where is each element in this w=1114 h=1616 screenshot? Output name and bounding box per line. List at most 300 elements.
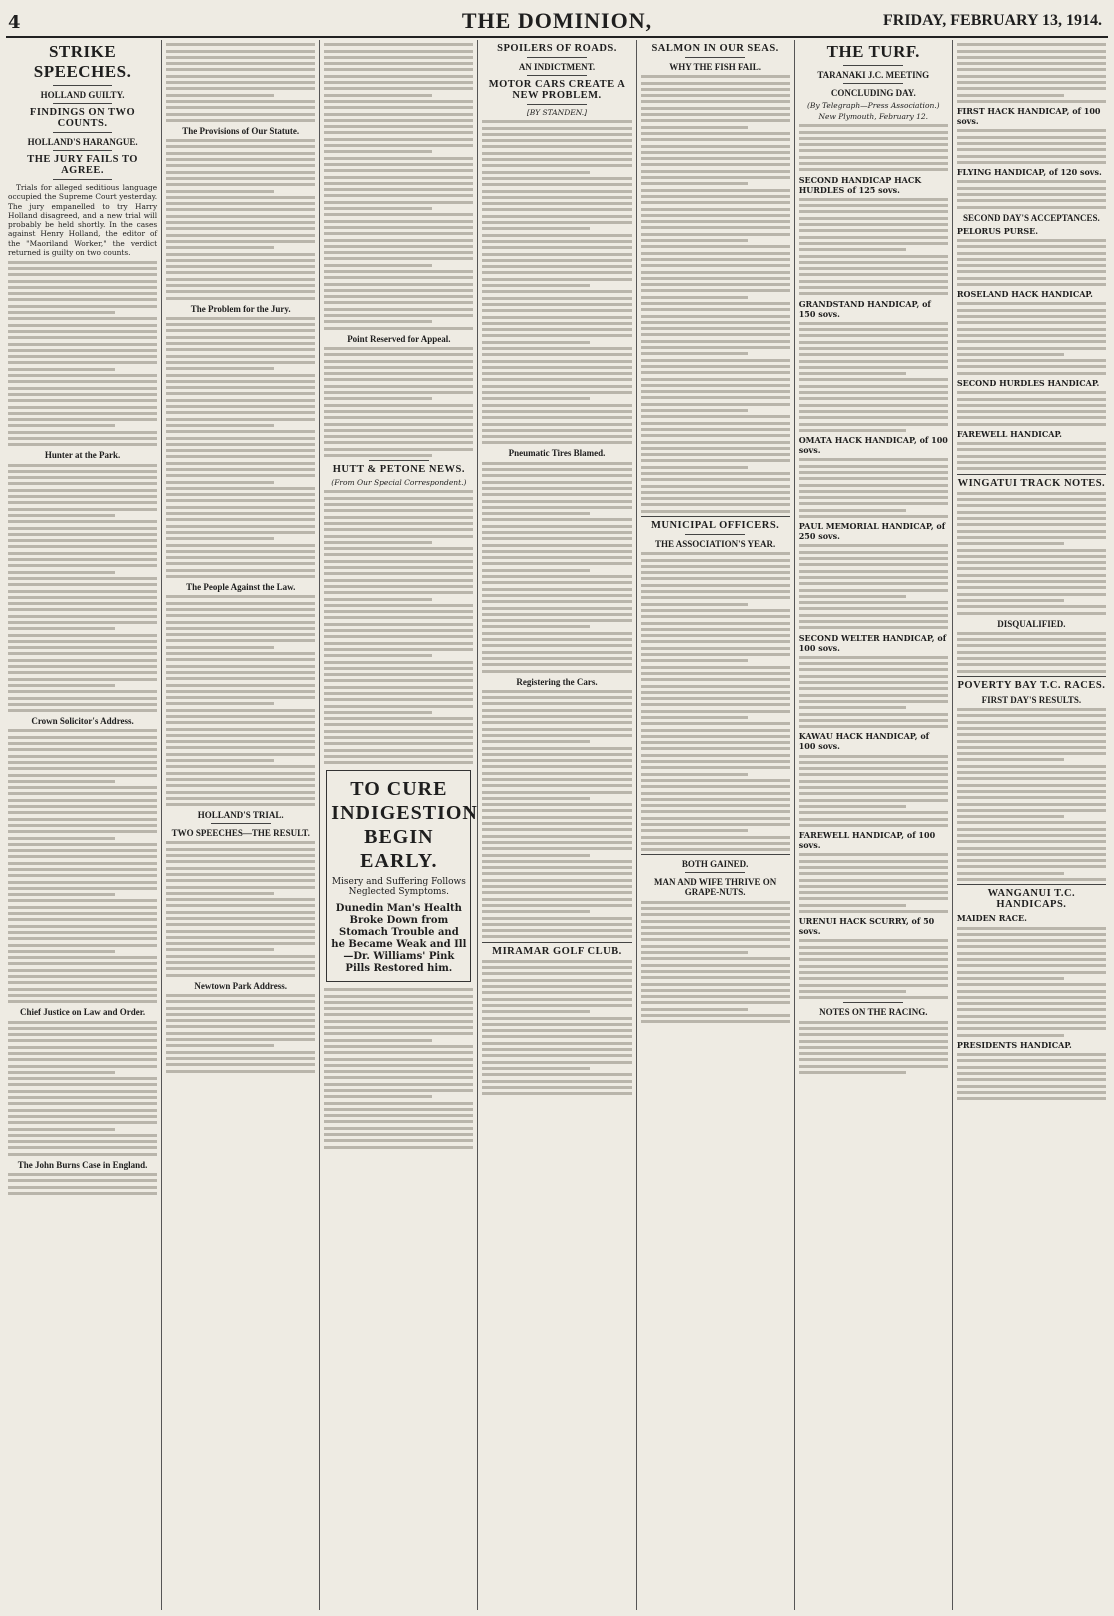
text-line <box>641 907 790 910</box>
text-line <box>166 113 315 116</box>
text-line <box>8 1146 157 1149</box>
subhead-fish-fail: WHY THE FISH FAIL. <box>669 62 762 72</box>
text-line <box>957 549 1106 552</box>
divider <box>641 516 790 517</box>
text-line <box>324 528 473 531</box>
text-line <box>641 365 790 368</box>
text-line <box>957 721 1106 724</box>
text-line <box>482 550 631 553</box>
race-results <box>957 708 1106 881</box>
text-line <box>8 1033 157 1036</box>
text-line <box>166 367 273 370</box>
text-line <box>482 435 631 438</box>
text-line <box>957 180 1106 183</box>
text-line <box>8 571 115 574</box>
text-line <box>166 348 315 351</box>
divider <box>957 884 1106 885</box>
text-line <box>8 918 157 921</box>
text-line <box>799 601 948 604</box>
text-line <box>799 620 948 623</box>
text-line <box>166 1013 315 1016</box>
text-line <box>8 988 157 991</box>
text-line <box>482 531 631 534</box>
text-line <box>482 1035 631 1038</box>
article-text <box>166 43 315 122</box>
text-line <box>641 132 790 135</box>
text-line <box>957 328 1106 331</box>
text-line <box>166 68 315 71</box>
text-line <box>482 935 631 938</box>
article-text <box>8 464 157 713</box>
text-line <box>8 464 157 467</box>
text-line <box>166 323 315 326</box>
text-line <box>166 562 315 565</box>
text-line <box>324 755 473 758</box>
text-line <box>482 816 631 819</box>
text-line <box>641 327 790 330</box>
text-line <box>482 410 631 413</box>
text-line <box>482 985 631 988</box>
text-line <box>482 753 631 756</box>
text-line <box>957 784 1106 787</box>
divider <box>53 132 113 133</box>
text-line <box>957 561 1106 564</box>
headline-spoilers: SPOILERS OF ROADS. <box>497 43 617 54</box>
text-line <box>641 277 790 280</box>
text-line <box>166 690 315 693</box>
text-line <box>799 853 948 856</box>
text-line <box>957 1027 1106 1030</box>
text-line <box>641 308 790 311</box>
text-line <box>482 791 631 794</box>
text-line <box>799 799 948 802</box>
text-line <box>324 81 473 84</box>
text-line <box>8 482 157 485</box>
text-line <box>482 872 631 875</box>
text-line <box>8 1039 157 1042</box>
text-line <box>8 805 157 808</box>
text-line <box>8 1071 115 1074</box>
text-line <box>8 443 157 446</box>
text-line <box>799 131 948 134</box>
subhead-people-law: The People Against the Law. <box>186 582 296 593</box>
text-line <box>799 626 948 629</box>
masthead <box>6 6 1108 38</box>
text-line <box>8 1058 157 1061</box>
text-line <box>799 360 948 363</box>
text-line <box>957 161 1106 164</box>
text-line <box>166 265 315 268</box>
text-line <box>324 522 473 525</box>
text-line <box>8 994 157 997</box>
text-line <box>166 608 315 611</box>
text-line <box>641 441 790 444</box>
race-title: SECOND HURDLES HANDICAP. <box>956 377 1100 388</box>
text-line <box>482 506 631 509</box>
divider <box>527 57 587 58</box>
text-line <box>799 668 948 671</box>
text-line <box>641 722 790 725</box>
text-line <box>799 990 906 993</box>
text-line <box>324 429 473 432</box>
text-line <box>166 627 315 630</box>
text-line <box>957 939 1106 942</box>
race-title: KAWAU HACK HANDICAP, of 100 sovs. <box>798 731 930 752</box>
dateline: New Plymouth, February 12. <box>818 112 929 121</box>
article-text <box>324 43 473 329</box>
text-line <box>957 498 1106 501</box>
text-line <box>8 931 157 934</box>
text-line <box>482 171 589 174</box>
text-line <box>8 1179 157 1182</box>
text-line <box>324 1013 473 1016</box>
text-line <box>482 822 631 825</box>
text-line <box>957 353 1064 356</box>
text-line <box>166 158 315 161</box>
race-results <box>799 853 948 913</box>
text-line <box>166 386 315 389</box>
text-line <box>482 759 631 762</box>
text-line <box>799 755 948 758</box>
text-line <box>957 790 1106 793</box>
text-line <box>166 164 315 167</box>
text-line <box>324 1070 473 1073</box>
text-line <box>482 1004 631 1007</box>
text-line <box>957 1053 1106 1056</box>
text-line <box>641 208 790 211</box>
text-line <box>166 253 315 256</box>
text-line <box>957 461 1106 464</box>
text-line <box>482 929 631 932</box>
text-line <box>957 448 1106 451</box>
text-line <box>8 818 157 821</box>
text-line <box>166 56 315 59</box>
text-line <box>641 126 748 129</box>
text-line <box>324 441 473 444</box>
text-line <box>166 531 315 534</box>
text-line <box>482 328 631 331</box>
text-line <box>324 610 473 613</box>
text-line <box>482 221 631 224</box>
text-line <box>324 661 473 664</box>
text-line <box>641 995 790 998</box>
text-line <box>166 784 315 787</box>
text-line <box>641 622 790 625</box>
text-line <box>482 481 631 484</box>
text-line <box>166 709 315 712</box>
text-line <box>641 359 790 362</box>
advertisement <box>326 770 478 982</box>
text-line <box>641 970 790 973</box>
text-line <box>641 239 748 242</box>
text-line <box>957 1097 1106 1100</box>
text-line <box>324 1039 431 1042</box>
text-line <box>482 847 631 850</box>
text-line <box>8 627 115 630</box>
text-line <box>166 879 315 882</box>
text-line <box>799 958 948 961</box>
text-line <box>166 506 315 509</box>
text-line <box>482 670 631 673</box>
text-line <box>799 725 948 728</box>
text-line <box>8 1153 157 1156</box>
text-line <box>957 142 1106 145</box>
text-line <box>8 305 157 308</box>
text-line <box>641 352 748 355</box>
text-line <box>482 588 631 591</box>
text-line <box>482 391 631 394</box>
text-line <box>482 120 631 123</box>
text-line <box>799 217 948 220</box>
text-line <box>799 687 948 690</box>
text-line <box>957 442 1106 445</box>
text-line <box>482 854 589 857</box>
text-line <box>166 974 315 977</box>
text-line <box>166 728 315 731</box>
text-line <box>482 1017 631 1020</box>
text-line <box>482 651 631 654</box>
text-line <box>482 284 589 287</box>
text-line <box>641 747 790 750</box>
text-line <box>799 391 948 394</box>
text-line <box>324 705 473 708</box>
text-line <box>324 1045 473 1048</box>
text-line <box>8 767 157 770</box>
text-line <box>324 1089 473 1092</box>
text-line <box>957 423 1106 426</box>
text-line <box>957 644 1106 647</box>
text-line <box>324 560 473 563</box>
text-line <box>641 346 790 349</box>
text-line <box>324 226 473 229</box>
text-line <box>957 847 1106 850</box>
text-line <box>957 264 1106 267</box>
article-text <box>482 120 631 444</box>
text-line <box>482 196 631 199</box>
text-line <box>166 873 315 876</box>
text-line <box>957 530 1106 533</box>
text-line <box>957 574 1106 577</box>
text-line <box>166 671 315 674</box>
text-line <box>799 280 948 283</box>
text-line <box>641 283 790 286</box>
text-line <box>324 717 473 720</box>
text-line <box>8 552 157 555</box>
text-line <box>641 157 790 160</box>
text-line <box>482 271 631 274</box>
text-line <box>324 201 473 204</box>
text-line <box>482 891 631 894</box>
text-line <box>166 418 315 421</box>
text-line <box>482 133 631 136</box>
text-line <box>166 621 315 624</box>
text-line <box>957 853 1106 856</box>
text-line <box>799 267 948 270</box>
text-line <box>957 504 1106 507</box>
text-line <box>799 385 948 388</box>
article-text <box>641 901 790 1024</box>
text-line <box>166 803 315 806</box>
text-line <box>324 232 473 235</box>
text-line <box>641 571 790 574</box>
text-line <box>482 366 631 369</box>
text-line <box>482 253 631 256</box>
race-results <box>799 939 948 999</box>
text-line <box>324 1058 473 1061</box>
text-line <box>957 815 1064 818</box>
text-line <box>166 569 315 572</box>
text-line <box>957 75 1106 78</box>
text-line <box>641 434 790 437</box>
text-line <box>324 264 431 267</box>
article-text <box>957 632 1106 673</box>
article-text <box>166 841 315 976</box>
subhead-taranaki: TARANAKI J.C. MEETING <box>817 70 930 80</box>
text-line <box>799 372 906 375</box>
text-line <box>324 1146 473 1149</box>
text-line <box>641 957 790 960</box>
text-line <box>8 671 157 674</box>
text-line <box>957 404 1106 407</box>
text-line <box>957 1002 1106 1005</box>
text-line <box>482 183 631 186</box>
text-line <box>641 703 790 706</box>
race-title: FIRST HACK HANDICAP, of 100 sovs. <box>956 106 1101 127</box>
column-5 <box>637 40 795 1610</box>
race-title: PELORUS PURSE. <box>956 225 1039 236</box>
text-line <box>166 297 315 300</box>
text-line <box>324 213 473 216</box>
text-line <box>799 904 906 907</box>
text-line <box>324 448 473 451</box>
race-title: PAUL MEMORIAL HANDICAP, of 250 sovs. <box>798 521 946 542</box>
text-line <box>8 1173 157 1176</box>
text-line <box>8 887 157 890</box>
text-line <box>799 156 948 159</box>
columns <box>4 40 1110 1610</box>
text-line <box>641 220 790 223</box>
text-line <box>166 355 315 358</box>
text-line <box>482 638 631 641</box>
text-line <box>641 214 790 217</box>
text-line <box>957 536 1106 539</box>
text-line <box>482 632 631 635</box>
text-line <box>799 761 948 764</box>
text-line <box>957 555 1106 558</box>
text-line <box>799 1065 948 1068</box>
text-line <box>166 753 315 756</box>
text-line <box>957 828 1106 831</box>
text-line <box>166 602 315 605</box>
text-line <box>799 656 948 659</box>
article-lead: Trials for alleged seditious language occupied the Supreme Court yesterday. The jury empanelled to try Harry Holland disagreed, and a new trial will probably be held shortly. In the cases against Henry Holland, the editor of the "Maoriland Worker," the verdict returned is guilty on two counts. <box>8 183 158 258</box>
text-line <box>8 855 157 858</box>
text-line <box>957 796 1106 799</box>
text-line <box>799 885 948 888</box>
text-line <box>957 733 1106 736</box>
article-text <box>8 261 157 447</box>
text-line <box>799 551 948 554</box>
subhead-problem: The Problem for the Jury. <box>190 303 291 314</box>
text-line <box>324 1120 473 1123</box>
text-line <box>324 761 473 764</box>
divider <box>527 104 587 105</box>
text-line <box>324 585 473 588</box>
text-line <box>957 270 1106 273</box>
text-line <box>799 780 948 783</box>
text-line <box>324 94 431 97</box>
text-line <box>166 183 315 186</box>
text-line <box>641 735 790 738</box>
text-line <box>799 229 948 232</box>
text-line <box>957 321 1106 324</box>
text-line <box>799 248 906 251</box>
text-line <box>482 227 589 230</box>
text-line <box>8 774 157 777</box>
text-line <box>166 696 315 699</box>
text-line <box>8 317 157 320</box>
text-line <box>641 609 790 612</box>
race-results <box>799 198 948 295</box>
text-line <box>166 936 315 939</box>
text-line <box>8 1134 157 1137</box>
text-line <box>641 340 790 343</box>
text-line <box>8 558 157 561</box>
text-line <box>957 148 1106 151</box>
text-line <box>166 575 315 578</box>
divider <box>957 676 1106 677</box>
subhead-concluding: CONCLUDING DAY. <box>830 88 916 98</box>
text-line <box>8 925 157 928</box>
text-line <box>799 767 948 770</box>
race-results <box>957 302 1106 374</box>
divider <box>369 460 429 461</box>
text-line <box>324 378 473 381</box>
text-line <box>324 295 473 298</box>
text-line <box>957 467 1106 470</box>
text-line <box>324 698 473 701</box>
text-line <box>166 455 315 458</box>
text-line <box>482 378 631 381</box>
text-line <box>324 995 473 998</box>
text-line <box>482 998 631 1001</box>
text-line <box>641 983 790 986</box>
text-line <box>641 766 790 769</box>
text-line <box>482 803 631 806</box>
text-line <box>166 1057 315 1060</box>
subhead-both-gained: BOTH GAINED. <box>681 859 749 870</box>
text-line <box>482 259 631 262</box>
text-line <box>324 1051 473 1054</box>
text-line <box>641 1008 748 1011</box>
headline-hutt-petone: HUTT & PETONE NEWS. <box>332 464 465 476</box>
text-line <box>166 430 315 433</box>
text-line <box>8 811 157 814</box>
text-line <box>8 761 157 764</box>
headline-salmon: SALMON IN OUR SEAS. <box>651 43 779 54</box>
text-line <box>324 547 473 550</box>
text-line <box>799 143 948 146</box>
text-line <box>482 885 631 888</box>
text-line <box>166 100 315 103</box>
article-text <box>799 124 948 171</box>
text-line <box>166 449 315 452</box>
text-line <box>324 497 473 500</box>
text-line <box>324 56 473 59</box>
subhead-first-day: FIRST DAY'S RESULTS. <box>981 694 1082 705</box>
text-line <box>166 765 315 768</box>
text-line <box>166 474 315 477</box>
